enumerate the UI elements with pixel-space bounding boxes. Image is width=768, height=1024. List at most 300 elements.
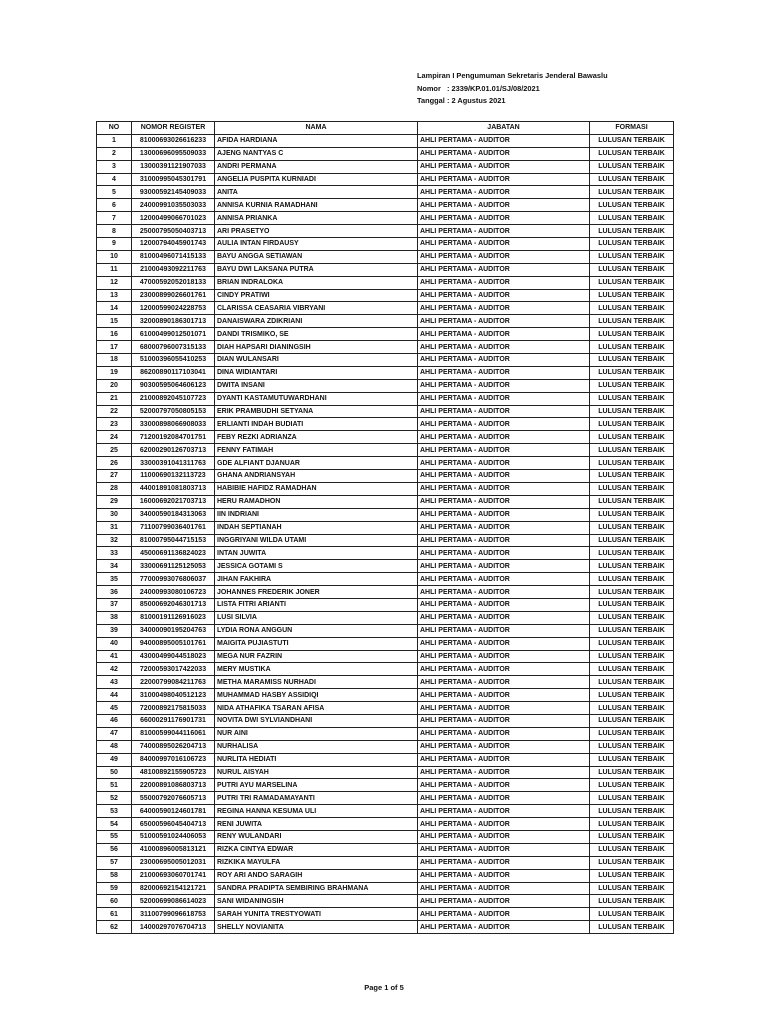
cell-jabatan: AHLI PERTAMA - AUDITOR [418,586,590,599]
cell-nama: ANITA [215,186,418,199]
table-row [97,586,674,599]
cell-no: 46 [97,714,132,727]
cell-nomor-register: 85000692046301713 [132,598,215,611]
cell-jabatan: AHLI PERTAMA - AUDITOR [418,225,590,238]
cell-nama: INTAN JUWITA [215,547,418,560]
cell-no: 4 [97,173,132,186]
table-row [97,573,674,586]
table-row [97,225,674,238]
cell-nama: MAIGITA PUJIASTUTI [215,637,418,650]
table-row [97,482,674,495]
cell-formasi: LULUSAN TERBAIK [590,263,674,276]
cell-nama: HERU RAMADHON [215,495,418,508]
cell-nomor-register: 24000991035503033 [132,199,215,212]
cell-formasi: LULUSAN TERBAIK [590,856,674,869]
cell-formasi: LULUSAN TERBAIK [590,598,674,611]
col-header-nomor-register: NOMOR REGISTER [132,122,215,135]
cell-nama: METHA MARAMISS NURHADI [215,676,418,689]
cell-nama: FEBY REZKI ADRIANZA [215,431,418,444]
cell-formasi: LULUSAN TERBAIK [590,354,674,367]
table-row [97,354,674,367]
col-header-no: NO [97,122,132,135]
table-row [97,560,674,573]
cell-jabatan: AHLI PERTAMA - AUDITOR [418,134,590,147]
cell-no: 39 [97,624,132,637]
cell-jabatan: AHLI PERTAMA - AUDITOR [418,624,590,637]
cell-jabatan: AHLI PERTAMA - AUDITOR [418,354,590,367]
cell-no: 31 [97,521,132,534]
table-row [97,869,674,882]
cell-no: 10 [97,250,132,263]
cell-formasi: LULUSAN TERBAIK [590,560,674,573]
table-row [97,457,674,470]
cell-nama: GDE ALFIANT DJANUAR [215,457,418,470]
table-row [97,276,674,289]
cell-formasi: LULUSAN TERBAIK [590,276,674,289]
cell-nama: REGINA HANNA KESUMA ULI [215,805,418,818]
cell-nomor-register: 72000892175815033 [132,702,215,715]
cell-formasi: LULUSAN TERBAIK [590,302,674,315]
cell-formasi: LULUSAN TERBAIK [590,792,674,805]
cell-formasi: LULUSAN TERBAIK [590,508,674,521]
cell-nomor-register: 81000599044116061 [132,727,215,740]
table-row [97,534,674,547]
cell-nama: DINA WIDIANTARI [215,366,418,379]
cell-nomor-register: 65000596045404713 [132,818,215,831]
cell-nomor-register: 33000391041311763 [132,457,215,470]
cell-formasi: LULUSAN TERBAIK [590,818,674,831]
cell-nama: CINDY PRATIWI [215,289,418,302]
cell-formasi: LULUSAN TERBAIK [590,740,674,753]
table-row [97,895,674,908]
cell-jabatan: AHLI PERTAMA - AUDITOR [418,869,590,882]
cell-no: 32 [97,534,132,547]
cell-formasi: LULUSAN TERBAIK [590,895,674,908]
cell-formasi: LULUSAN TERBAIK [590,289,674,302]
cell-nama: LISTA FITRI ARIANTI [215,598,418,611]
cell-formasi: LULUSAN TERBAIK [590,482,674,495]
cell-nomor-register: 31000498040512123 [132,689,215,702]
col-header-nama: NAMA [215,122,418,135]
cell-nomor-register: 74000895026204713 [132,740,215,753]
cell-nama: NURUL AISYAH [215,766,418,779]
table-row [97,792,674,805]
cell-formasi: LULUSAN TERBAIK [590,392,674,405]
table-row [97,508,674,521]
cell-jabatan: AHLI PERTAMA - AUDITOR [418,482,590,495]
cell-nama: DANDI TRISMIKO, SE [215,328,418,341]
cell-nama: LUSI SILVIA [215,611,418,624]
cell-no: 45 [97,702,132,715]
cell-nomor-register: 31000995045301791 [132,173,215,186]
table-row [97,134,674,147]
cell-nama: BAYU DWI LAKSANA PUTRA [215,263,418,276]
cell-jabatan: AHLI PERTAMA - AUDITOR [418,431,590,444]
cell-jabatan: AHLI PERTAMA - AUDITOR [418,740,590,753]
cell-nama: ANDRI PERMANA [215,160,418,173]
cell-nama: GHANA ANDRIANSYAH [215,470,418,483]
cell-formasi: LULUSAN TERBAIK [590,405,674,418]
cell-no: 41 [97,650,132,663]
cell-jabatan: AHLI PERTAMA - AUDITOR [418,444,590,457]
table-row [97,302,674,315]
cell-no: 40 [97,637,132,650]
table-row [97,805,674,818]
table-row [97,766,674,779]
cell-jabatan: AHLI PERTAMA - AUDITOR [418,830,590,843]
cell-nomor-register: 11000690132113723 [132,470,215,483]
cell-no: 49 [97,753,132,766]
cell-formasi: LULUSAN TERBAIK [590,779,674,792]
table-row [97,315,674,328]
cell-jabatan: AHLI PERTAMA - AUDITOR [418,676,590,689]
table-row [97,830,674,843]
cell-formasi: LULUSAN TERBAIK [590,315,674,328]
cell-no: 54 [97,818,132,831]
cell-jabatan: AHLI PERTAMA - AUDITOR [418,405,590,418]
cell-formasi: LULUSAN TERBAIK [590,727,674,740]
cell-nama: NUR AINI [215,727,418,740]
cell-nama: ANNISA KURNIA RAMADHANI [215,199,418,212]
cell-formasi: LULUSAN TERBAIK [590,702,674,715]
cell-no: 34 [97,560,132,573]
table-row [97,598,674,611]
cell-jabatan: AHLI PERTAMA - AUDITOR [418,366,590,379]
cell-nomor-register: 23000899026601761 [132,289,215,302]
cell-nama: ANNISA PRIANKA [215,212,418,225]
table-row [97,366,674,379]
table-row [97,379,674,392]
cell-jabatan: AHLI PERTAMA - AUDITOR [418,276,590,289]
cell-no: 20 [97,379,132,392]
cell-jabatan: AHLI PERTAMA - AUDITOR [418,714,590,727]
cell-jabatan: AHLI PERTAMA - AUDITOR [418,818,590,831]
table-row [97,521,674,534]
table-row [97,328,674,341]
cell-nomor-register: 21000493092211763 [132,263,215,276]
cell-no: 38 [97,611,132,624]
cell-nomor-register: 51000396055410253 [132,354,215,367]
cell-formasi: LULUSAN TERBAIK [590,186,674,199]
cell-nomor-register: 71200192084701751 [132,431,215,444]
cell-jabatan: AHLI PERTAMA - AUDITOR [418,908,590,921]
cell-formasi: LULUSAN TERBAIK [590,418,674,431]
cell-formasi: LULUSAN TERBAIK [590,379,674,392]
table-row [97,753,674,766]
cell-formasi: LULUSAN TERBAIK [590,650,674,663]
cell-nomor-register: 52000797050805153 [132,405,215,418]
cell-jabatan: AHLI PERTAMA - AUDITOR [418,792,590,805]
nomor-value: : 2339/KP.01.01/SJ/08/2021 [447,83,540,93]
cell-jabatan: AHLI PERTAMA - AUDITOR [418,637,590,650]
cell-jabatan: AHLI PERTAMA - AUDITOR [418,199,590,212]
cell-jabatan: AHLI PERTAMA - AUDITOR [418,573,590,586]
cell-formasi: LULUSAN TERBAIK [590,160,674,173]
cell-nama: SHELLY NOVIANITA [215,921,418,934]
cell-nama: JIHAN FAKHIRA [215,573,418,586]
cell-nama: ARI PRASETYO [215,225,418,238]
cell-nama: ERLIANTI INDAH BUDIATI [215,418,418,431]
cell-formasi: LULUSAN TERBAIK [590,212,674,225]
cell-nama: NURLITA HEDIATI [215,753,418,766]
cell-formasi: LULUSAN TERBAIK [590,238,674,251]
cell-jabatan: AHLI PERTAMA - AUDITOR [418,702,590,715]
cell-jabatan: AHLI PERTAMA - AUDITOR [418,470,590,483]
tanggal-value: : 2 Agustus 2021 [447,96,506,105]
cell-jabatan: AHLI PERTAMA - AUDITOR [418,263,590,276]
cell-formasi: LULUSAN TERBAIK [590,753,674,766]
cell-no: 30 [97,508,132,521]
cell-formasi: LULUSAN TERBAIK [590,624,674,637]
table-row [97,637,674,650]
cell-nomor-register: 34000090195204763 [132,624,215,637]
cell-formasi: LULUSAN TERBAIK [590,766,674,779]
table-body [97,134,674,933]
cell-jabatan: AHLI PERTAMA - AUDITOR [418,727,590,740]
cell-jabatan: AHLI PERTAMA - AUDITOR [418,547,590,560]
cell-nomor-register: 13000391121907033 [132,160,215,173]
cell-jabatan: AHLI PERTAMA - AUDITOR [418,598,590,611]
cell-nama: ROY ARI ANDO SARAGIH [215,869,418,882]
table-row [97,495,674,508]
cell-nama: MEGA NUR FAZRIN [215,650,418,663]
table-row [97,702,674,715]
cell-nomor-register: 22000799084211763 [132,676,215,689]
cell-formasi: LULUSAN TERBAIK [590,921,674,934]
cell-formasi: LULUSAN TERBAIK [590,147,674,160]
cell-jabatan: AHLI PERTAMA - AUDITOR [418,882,590,895]
cell-jabatan: AHLI PERTAMA - AUDITOR [418,650,590,663]
cell-no: 50 [97,766,132,779]
cell-jabatan: AHLI PERTAMA - AUDITOR [418,805,590,818]
cell-nomor-register: 22000891086803713 [132,779,215,792]
cell-nama: FENNY FATIMAH [215,444,418,457]
cell-nama: INGGRIYANI WILDA UTAMI [215,534,418,547]
cell-no: 13 [97,289,132,302]
cell-formasi: LULUSAN TERBAIK [590,225,674,238]
cell-jabatan: AHLI PERTAMA - AUDITOR [418,160,590,173]
cell-nomor-register: 33000691125125053 [132,560,215,573]
cell-no: 9 [97,238,132,251]
cell-jabatan: AHLI PERTAMA - AUDITOR [418,250,590,263]
table-row [97,611,674,624]
table-row [97,818,674,831]
cell-nama: INDAH SEPTIANAH [215,521,418,534]
cell-nomor-register: 25000795050403713 [132,225,215,238]
cell-no: 33 [97,547,132,560]
cell-nama: RENI JUWITA [215,818,418,831]
cell-jabatan: AHLI PERTAMA - AUDITOR [418,289,590,302]
cell-nama: BAYU ANGGA SETIAWAN [215,250,418,263]
cell-formasi: LULUSAN TERBAIK [590,534,674,547]
table-row [97,431,674,444]
cell-no: 24 [97,431,132,444]
cell-nomor-register: 31100799096618753 [132,908,215,921]
cell-no: 2 [97,147,132,160]
cell-nomor-register: 43000499044518023 [132,650,215,663]
cell-nama: NOVITA DWI SYLVIANDHANI [215,714,418,727]
cell-jabatan: AHLI PERTAMA - AUDITOR [418,921,590,934]
cell-nama: PUTRI AYU MARSELINA [215,779,418,792]
cell-jabatan: AHLI PERTAMA - AUDITOR [418,238,590,251]
cell-nama: SANI WIDANINGSIH [215,895,418,908]
cell-no: 23 [97,418,132,431]
col-header-jabatan: JABATAN [418,122,590,135]
cell-no: 36 [97,586,132,599]
cell-nomor-register: 51000591024406053 [132,830,215,843]
cell-formasi: LULUSAN TERBAIK [590,830,674,843]
cell-no: 26 [97,457,132,470]
cell-jabatan: AHLI PERTAMA - AUDITOR [418,689,590,702]
cell-nomor-register: 32000890186301713 [132,315,215,328]
table-row [97,714,674,727]
cell-no: 62 [97,921,132,934]
cell-formasi: LULUSAN TERBAIK [590,521,674,534]
col-header-formasi: FORMASI [590,122,674,135]
cell-nomor-register: 77000993076806037 [132,573,215,586]
table-row [97,908,674,921]
cell-nama: CLARISSA CEASARIA VIBRYANI [215,302,418,315]
cell-nama: PUTRI TRI RAMADAMAYANTI [215,792,418,805]
cell-jabatan: AHLI PERTAMA - AUDITOR [418,534,590,547]
cell-jabatan: AHLI PERTAMA - AUDITOR [418,315,590,328]
cell-nama: NURHALISA [215,740,418,753]
cell-formasi: LULUSAN TERBAIK [590,431,674,444]
cell-nomor-register: 21000693060701741 [132,869,215,882]
cell-jabatan: AHLI PERTAMA - AUDITOR [418,392,590,405]
cell-no: 8 [97,225,132,238]
cell-no: 43 [97,676,132,689]
table-row [97,921,674,934]
cell-no: 35 [97,573,132,586]
cell-no: 11 [97,263,132,276]
header-nomor [417,83,608,96]
cell-nomor-register: 47000592052018133 [132,276,215,289]
table-row [97,624,674,637]
cell-jabatan: AHLI PERTAMA - AUDITOR [418,753,590,766]
table-row [97,470,674,483]
cell-no: 21 [97,392,132,405]
cell-nama: BRIAN INDRALOKA [215,276,418,289]
cell-no: 27 [97,470,132,483]
cell-nomor-register: 12000599024228753 [132,302,215,315]
nomor-label: Nomor [417,83,441,93]
table-row [97,547,674,560]
cell-nomor-register: 66000291176901731 [132,714,215,727]
cell-formasi: LULUSAN TERBAIK [590,495,674,508]
cell-formasi: LULUSAN TERBAIK [590,882,674,895]
cell-nama: RENY WULANDARI [215,830,418,843]
cell-nomor-register: 90300595064606123 [132,379,215,392]
cell-jabatan: AHLI PERTAMA - AUDITOR [418,856,590,869]
cell-formasi: LULUSAN TERBAIK [590,250,674,263]
cell-jabatan: AHLI PERTAMA - AUDITOR [418,495,590,508]
cell-formasi: LULUSAN TERBAIK [590,663,674,676]
cell-jabatan: AHLI PERTAMA - AUDITOR [418,779,590,792]
cell-nama: AFIDA HARDIANA [215,134,418,147]
cell-nomor-register: 84000997016106723 [132,753,215,766]
cell-formasi: LULUSAN TERBAIK [590,341,674,354]
tanggal-label: Tanggal [417,96,445,105]
cell-no: 7 [97,212,132,225]
cell-nomor-register: 72000593017422033 [132,663,215,676]
cell-no: 55 [97,830,132,843]
cell-formasi: LULUSAN TERBAIK [590,366,674,379]
header-tanggal [417,95,608,108]
table-header-row [97,122,674,135]
table-row [97,779,674,792]
cell-jabatan: AHLI PERTAMA - AUDITOR [418,418,590,431]
table-row [97,250,674,263]
cell-nomor-register: 13000696095509033 [132,147,215,160]
cell-nama: ANGELIA PUSPITA KURNIADI [215,173,418,186]
cell-no: 22 [97,405,132,418]
cell-no: 14 [97,302,132,315]
cell-nama: DIAN WULANSARI [215,354,418,367]
cell-jabatan: AHLI PERTAMA - AUDITOR [418,379,590,392]
cell-nomor-register: 12000499066701023 [132,212,215,225]
table-row [97,405,674,418]
cell-no: 48 [97,740,132,753]
cell-nama: JESSICA GOTAMI S [215,560,418,573]
cell-nama: RIZKA CINTYA EDWAR [215,843,418,856]
header-title: Lampiran I Pengumuman Sekretaris Jenderal Bawaslu [417,71,608,80]
table-row [97,147,674,160]
cell-nama: DIAH HAPSARI DIANINGSIH [215,341,418,354]
cell-jabatan: AHLI PERTAMA - AUDITOR [418,147,590,160]
cell-nomor-register: 62000290126703713 [132,444,215,457]
table-row [97,341,674,354]
table-row [97,238,674,251]
cell-nama: DYANTI KASTAMUTUWARDHANI [215,392,418,405]
cell-nama: SARAH YUNITA TRESTYOWATI [215,908,418,921]
cell-nomor-register: 94000895005101761 [132,637,215,650]
cell-nomor-register: 52000699086614023 [132,895,215,908]
cell-jabatan: AHLI PERTAMA - AUDITOR [418,302,590,315]
cell-nomor-register: 21000892045107723 [132,392,215,405]
cell-formasi: LULUSAN TERBAIK [590,457,674,470]
table-row [97,160,674,173]
cell-formasi: LULUSAN TERBAIK [590,547,674,560]
cell-formasi: LULUSAN TERBAIK [590,199,674,212]
cell-nomor-register: 81000693026616233 [132,134,215,147]
cell-no: 3 [97,160,132,173]
cell-nama: JOHANNES FREDERIK JONER [215,586,418,599]
cell-no: 15 [97,315,132,328]
cell-nomor-register: 23000695005012031 [132,856,215,869]
cell-formasi: LULUSAN TERBAIK [590,869,674,882]
cell-formasi: LULUSAN TERBAIK [590,173,674,186]
table-row [97,444,674,457]
cell-nomor-register: 55000792076605713 [132,792,215,805]
cell-formasi: LULUSAN TERBAIK [590,328,674,341]
cell-nomor-register: 34000590184313063 [132,508,215,521]
table-row [97,843,674,856]
cell-nomor-register: 16000692021703713 [132,495,215,508]
cell-nama: AJENG NANTYAS C [215,147,418,160]
cell-nama: HABIBIE HAFIDZ RAMADHAN [215,482,418,495]
cell-formasi: LULUSAN TERBAIK [590,586,674,599]
cell-jabatan: AHLI PERTAMA - AUDITOR [418,457,590,470]
cell-formasi: LULUSAN TERBAIK [590,908,674,921]
cell-nama: MERY MUSTIKA [215,663,418,676]
table-row [97,418,674,431]
cell-nomor-register: 41000896005813121 [132,843,215,856]
cell-no: 37 [97,598,132,611]
cell-nama: MUHAMMAD HASBY ASSIDIQI [215,689,418,702]
cell-nomor-register: 64000590124601781 [132,805,215,818]
table-row [97,199,674,212]
